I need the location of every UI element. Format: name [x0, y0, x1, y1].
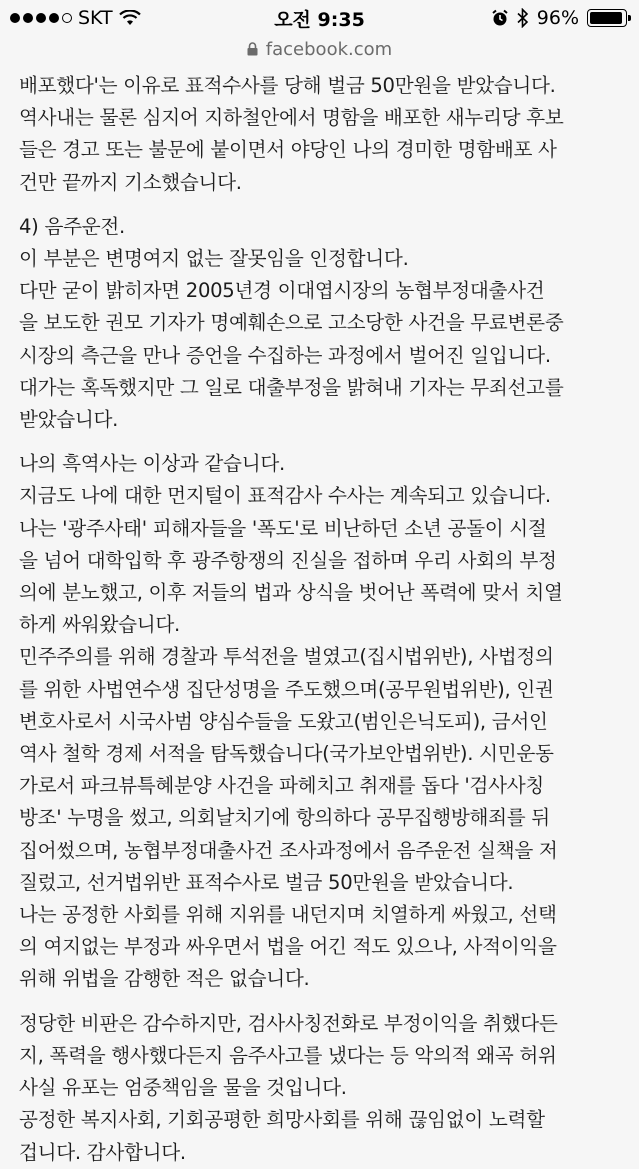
text-line: 역사 철학 경제 서적을 탐독했습니다(국가보안법위반). 시민운동: [19, 742, 554, 766]
bluetooth-icon: [517, 8, 529, 28]
text-line: 가로서 파크뷰특혜분양 사건을 파헤치고 취재를 돕다 '검사사칭: [19, 774, 544, 798]
text-line: 다만 굳이 밝히자면 2005년경 이대엽시장의 농협부정대출사건: [19, 279, 545, 303]
text-line: 나는 공정한 사회를 위해 지위를 내던지며 치열하게 싸웠고, 선택: [19, 903, 557, 927]
carrier-label: SKT: [78, 7, 113, 29]
address-bar[interactable]: [0, 36, 639, 62]
paragraph-gap: [19, 436, 629, 448]
url-text[interactable]: facebook.com: [265, 38, 393, 60]
text-line: 지, 폭력을 행사했다든지 음주사고를 냈다는 등 악의적 왜곡 허위: [19, 1043, 557, 1067]
text-line: 나는 '광주사태' 피해자들을 '폭도'로 비난하던 소년 공돌이 시절: [19, 516, 547, 540]
text-line: 질렀고, 선거법위반 표적수사로 벌금 50만원을 받았습니다.: [19, 870, 514, 894]
text-line: 의 여지없는 부정과 싸우면서 법을 어긴 적도 있으나, 사적이익을: [19, 935, 557, 959]
battery-percent: 96%: [536, 7, 579, 29]
status-bar: [0, 0, 639, 36]
paragraph-gap: [19, 199, 629, 211]
status-right: [491, 7, 639, 29]
text-line: 를 위한 사법연수생 집단성명을 주도했으며(공무원법위반), 인권: [19, 677, 554, 701]
text-line: 역사내는 물론 심지어 지하철안에서 명함을 배포한 새누리당 후보: [19, 106, 564, 130]
text-line: 받았습니다.: [19, 408, 119, 432]
text-line: 사실 유포는 엄중책임을 물을 것입니다.: [19, 1076, 347, 1100]
post-body: [19, 70, 629, 1169]
text-line: 을 보도한 권모 기자가 명예훼손으로 고소당한 사건을 무료변론중: [19, 311, 564, 335]
text-line: 하게 싸워왔습니다.: [19, 613, 180, 637]
lock-icon: [247, 42, 258, 56]
text-line: 정당한 비판은 감수하지만, 검사사칭전화로 부정이익을 취했다든: [19, 1011, 558, 1035]
text-line: 지금도 나에 대한 먼지털이 표적감사 수사는 계속되고 있습니다.: [19, 484, 551, 508]
text-line: 의에 분노했고, 이후 저들의 법과 상식을 벗어난 폭력에 맞서 치열: [19, 581, 563, 605]
text-line: 변호사로서 시국사범 양심수들을 도왔고(범인은닉도피), 금서인: [19, 709, 548, 733]
status-time: 오전 9:35: [274, 8, 365, 31]
text-line: 시장의 측근을 만나 증언을 수집하는 과정에서 벌어진 일입니다.: [19, 343, 551, 367]
alarm-icon: [491, 9, 509, 27]
text-line: 공정한 복지사회, 기회공평한 희망사회를 위해 끊임없이 노력할: [19, 1108, 545, 1132]
signal-strength-icon: [10, 13, 72, 23]
text-line: 4) 음주운전.: [19, 214, 125, 238]
text-line: 건만 끝까지 기소했습니다.: [19, 170, 242, 194]
wifi-icon: [119, 10, 141, 26]
text-line: 집어썼으며, 농협부정대출사건 조사과정에서 음주운전 실책을 저: [19, 838, 558, 862]
text-line: 들은 경고 또는 불문에 붙이면서 야당인 나의 경미한 명함배포 사: [19, 138, 557, 162]
status-left: [0, 7, 141, 29]
text-line: 위해 위법을 감행한 적은 없습니다.: [19, 967, 310, 991]
text-line: 민주주의를 위해 경찰과 투석전을 벌였고(집시법위반), 사법정의: [19, 645, 554, 669]
text-line: 방조' 누명을 썼고, 의회날치기에 항의하다 공무집행방해죄를 뒤: [19, 806, 550, 830]
battery-icon: [587, 9, 627, 27]
text-line: 배포했다'는 이유로 표적수사를 당해 벌금 50만원을 받았습니다.: [19, 74, 556, 97]
text-line: 이 부분은 변명여지 없는 잘못임을 인정합니다.: [19, 247, 409, 271]
text-line: 나의 흑역사는 이상과 같습니다.: [19, 452, 285, 476]
text-line: 겁니다. 감사합니다.: [19, 1140, 186, 1164]
paragraph-gap: [19, 996, 629, 1008]
text-line: 대가는 혹독했지만 그 일로 대출부정을 밝혀내 기자는 무죄선고를: [19, 375, 564, 399]
text-line: 을 넘어 대학입학 후 광주항쟁의 진실을 접하며 우리 사회의 부정: [19, 548, 557, 572]
